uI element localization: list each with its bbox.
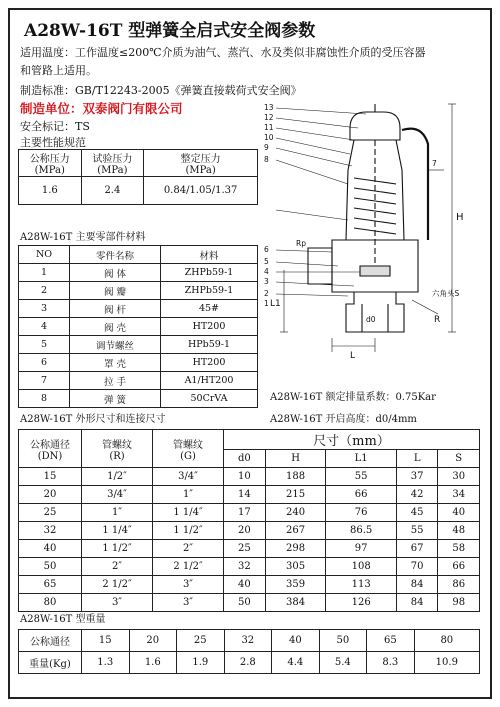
weight-dn-cell: 80: [414, 630, 479, 652]
part-number-3: 3: [264, 277, 269, 286]
discharge-coefficient-note: A28W-16T 额定排量系数：0.75Kar: [270, 392, 436, 403]
weight-table: [18, 629, 480, 674]
dims-cell: 65: [19, 576, 82, 594]
dims-cell: 305: [265, 558, 326, 576]
table-row: [19, 504, 480, 522]
dims-cell: 32: [224, 558, 266, 576]
standard-line: 制造标准：GB/T12243-2005《弹簧直接载荷式安全阀》: [20, 84, 302, 97]
table-row: [19, 372, 258, 390]
valve-section-drawing: [262, 100, 487, 380]
label-rp: Rp: [296, 239, 306, 248]
parts-material: ZHPb59-1: [161, 264, 258, 282]
dims-cell: 97: [326, 540, 396, 558]
table-row: [19, 594, 480, 612]
weight-kg-cell: 1.3: [82, 652, 130, 674]
dims-cell: 86: [438, 576, 480, 594]
parts-no: 6: [19, 354, 70, 372]
parts-title: A28W-16T 主要零部件材料: [20, 232, 146, 243]
table-row: [19, 576, 480, 594]
dims-cell: 215: [265, 486, 326, 504]
part-number-2: 2: [264, 289, 269, 298]
weight-kg-cell: 5.4: [319, 652, 367, 674]
part-number-9: 9: [264, 143, 269, 152]
dims-cell: 55: [396, 522, 438, 540]
label-l: L: [350, 351, 356, 361]
dims-cell: 126: [326, 594, 396, 612]
parts-material: ZHPb59-1: [161, 282, 258, 300]
dims-cell: 45: [396, 504, 438, 522]
weight-kg-cell: 8.3: [367, 652, 415, 674]
parts-name: 罩 壳: [70, 354, 161, 372]
dims-cell: 14: [224, 486, 266, 504]
part-number-13: 13: [264, 103, 274, 112]
weight-kg-cell: 1.9: [177, 652, 225, 674]
dims-cell: 66: [326, 486, 396, 504]
dims-cell: 66: [438, 558, 480, 576]
parts-name: 调节螺丝: [70, 336, 161, 354]
dims-cell: 50: [19, 558, 82, 576]
weight-dn-cell: 15: [82, 630, 130, 652]
dims-cell: 1 1/4″: [82, 522, 153, 540]
dims-cell: 30: [438, 468, 480, 486]
dims-cell: 40: [19, 540, 82, 558]
table-row: [19, 540, 480, 558]
parts-name: 阀 壳: [70, 318, 161, 336]
parts-material: HT200: [161, 318, 258, 336]
parts-material: HT200: [161, 354, 258, 372]
label-l1: L1: [270, 299, 281, 309]
perf-test-value: 2.4: [81, 177, 144, 205]
table-row: [19, 300, 258, 318]
parts-header-material: 材料: [161, 246, 258, 264]
dims-cell: 55: [326, 468, 396, 486]
parts-material: 50CrVA: [161, 390, 258, 408]
dims-cell: 1″: [153, 486, 224, 504]
dims-header-dn: 公称通径 (DN): [19, 430, 82, 468]
dims-cell: 84: [396, 576, 438, 594]
part-number-11: 11: [264, 123, 274, 132]
performance-title: 主要性能规范: [20, 136, 86, 149]
dims-cell: 40: [438, 504, 480, 522]
dims-cell: 17: [224, 504, 266, 522]
page-title: A28W-16T 型弹簧全启式安全阀参数: [24, 21, 316, 41]
parts-material: A1/HT200: [161, 372, 258, 390]
dims-cell: 3″: [153, 594, 224, 612]
part-number-5: 5: [264, 257, 269, 266]
dims-cell: 76: [326, 504, 396, 522]
perf-header-set: 整定压力 (MPa): [144, 150, 258, 177]
table-row: [19, 336, 258, 354]
dims-cell: 20: [19, 486, 82, 504]
dims-cell: 1/2″: [82, 468, 153, 486]
dims-cell: 40: [224, 576, 266, 594]
parts-no: 1: [19, 264, 70, 282]
lift-note: A28W-16T 开启高度：d0/4mm: [270, 414, 417, 425]
dims-cell: 58: [438, 540, 480, 558]
dims-cell: 25: [224, 540, 266, 558]
dims-cell: 108: [326, 558, 396, 576]
dims-cell: 25: [19, 504, 82, 522]
dims-cell: 86.5: [326, 522, 396, 540]
performance-table: [18, 149, 258, 205]
dims-cell: 1″: [82, 504, 153, 522]
dims-cell: 2″: [82, 558, 153, 576]
dims-cell: 10: [224, 468, 266, 486]
dims-cell: 70: [396, 558, 438, 576]
part-number-4: 4: [264, 267, 269, 276]
table-row: [19, 282, 258, 300]
weight-dn-cell: 65: [367, 630, 415, 652]
dims-cell: 3/4″: [82, 486, 153, 504]
label-hex: 六角头S: [432, 289, 460, 298]
parts-material: HPb59-1: [161, 336, 258, 354]
part-number-6: 6: [264, 245, 269, 254]
dims-cell: 15: [19, 468, 82, 486]
weight-dn-cell: 32: [224, 630, 272, 652]
dims-cell: 384: [265, 594, 326, 612]
dims-cell: 67: [396, 540, 438, 558]
dims-cell: 84: [396, 594, 438, 612]
label-h: H: [456, 212, 464, 223]
table-row: [19, 264, 258, 282]
applicability-line-2: 和管路上适用。: [20, 64, 97, 77]
table-row: [19, 318, 258, 336]
table-row: [19, 522, 480, 540]
dims-cell: 3″: [82, 594, 153, 612]
dims-header-l1: L1: [326, 450, 396, 468]
dims-cell: 113: [326, 576, 396, 594]
label-d0: d0: [366, 315, 376, 324]
parts-no: 5: [19, 336, 70, 354]
dims-cell: 3/4″: [153, 468, 224, 486]
dims-header-s: S: [438, 450, 480, 468]
dims-cell: 2 1/2″: [153, 558, 224, 576]
parts-no: 7: [19, 372, 70, 390]
dims-body: [19, 468, 480, 612]
dims-header-l: L: [396, 450, 438, 468]
parts-no: 8: [19, 390, 70, 408]
part-number-7: 7: [432, 159, 437, 168]
dims-cell: 2″: [153, 540, 224, 558]
dims-header-g: 管螺纹 (G): [153, 430, 224, 468]
dims-header-d0: d0: [224, 450, 266, 468]
weight-dn-row: [19, 630, 480, 652]
parts-no: 2: [19, 282, 70, 300]
dims-cell: 2 1/2″: [82, 576, 153, 594]
parts-name: 阀 瓣: [70, 282, 161, 300]
parts-name: 阀 杆: [70, 300, 161, 318]
dimensions-table: [18, 429, 480, 612]
weight-kg-row: [19, 652, 480, 674]
weight-dn-cell: 50: [319, 630, 367, 652]
dims-cell: 50: [224, 594, 266, 612]
dims-cell: 98: [438, 594, 480, 612]
weight-kg-cell: 4.4: [272, 652, 320, 674]
weight-dn-cell: 20: [129, 630, 177, 652]
weight-kg-cell: 10.9: [414, 652, 479, 674]
dims-cell: 359: [265, 576, 326, 594]
label-r: R: [434, 315, 441, 325]
dims-cell: 34: [438, 486, 480, 504]
parts-header-no: NO: [19, 246, 70, 264]
dims-cell: 80: [19, 594, 82, 612]
dims-cell: 240: [265, 504, 326, 522]
weight-dn-cell: 40: [272, 630, 320, 652]
dims-cell: 1 1/2″: [153, 522, 224, 540]
parts-table: [18, 245, 258, 408]
dims-header-size: 尺寸（mm）: [224, 430, 480, 450]
part-number-12: 12: [264, 113, 274, 122]
dims-cell: 3″: [153, 576, 224, 594]
perf-header-nominal: 公称压力 (MPa): [19, 150, 82, 177]
table-row: [19, 390, 258, 408]
table-row: [19, 558, 480, 576]
perf-header-test: 试验压力 (MPa): [81, 150, 144, 177]
perf-set-value: 0.84/1.05/1.37: [144, 177, 258, 205]
dims-cell: 298: [265, 540, 326, 558]
applicability-line-1: 适用温度：工作温度≤200℃介质为油气、蒸汽、水及类似非腐蚀性介质的受压容器: [20, 46, 426, 59]
dims-header-r: 管螺纹 (R): [82, 430, 153, 468]
weight-title: A28W-16T 型重量: [20, 614, 106, 625]
parts-name: 拉 手: [70, 372, 161, 390]
dims-header-h: H: [265, 450, 326, 468]
dims-cell: 20: [224, 522, 266, 540]
dims-title: A28W-16T 外形尺寸和连接尺寸: [20, 414, 166, 425]
weight-kg-cell: 1.6: [129, 652, 177, 674]
weight-dn-label: 公称通径: [19, 630, 82, 652]
weight-dn-cell: 25: [177, 630, 225, 652]
parts-name: 阀 体: [70, 264, 161, 282]
manufacturer-line: 制造单位：双泰阀门有限公司: [20, 101, 183, 116]
part-number-1: 1: [264, 299, 269, 308]
table-row: [19, 486, 480, 504]
parts-header-name: 零件名称: [70, 246, 161, 264]
dims-cell: 32: [19, 522, 82, 540]
weight-kg-cell: 2.8: [224, 652, 272, 674]
dims-cell: 48: [438, 522, 480, 540]
parts-no: 4: [19, 318, 70, 336]
part-number-8: 8: [264, 155, 269, 164]
table-row: [19, 468, 480, 486]
dims-cell: 37: [396, 468, 438, 486]
parts-header-row: [19, 246, 258, 264]
dims-cell: 267: [265, 522, 326, 540]
parts-no: 3: [19, 300, 70, 318]
weight-kg-label: 重量(Kg): [19, 652, 82, 674]
safety-mark-line: 安全标记：TS: [20, 120, 90, 133]
dims-cell: 42: [396, 486, 438, 504]
parts-material: 45#: [161, 300, 258, 318]
table-row: [19, 354, 258, 372]
dims-cell: 188: [265, 468, 326, 486]
parts-name: 弹 簧: [70, 390, 161, 408]
part-number-10: 10: [264, 133, 274, 142]
dims-cell: 1 1/2″: [82, 540, 153, 558]
perf-nominal-value: 1.6: [19, 177, 82, 205]
dims-cell: 1 1/4″: [153, 504, 224, 522]
